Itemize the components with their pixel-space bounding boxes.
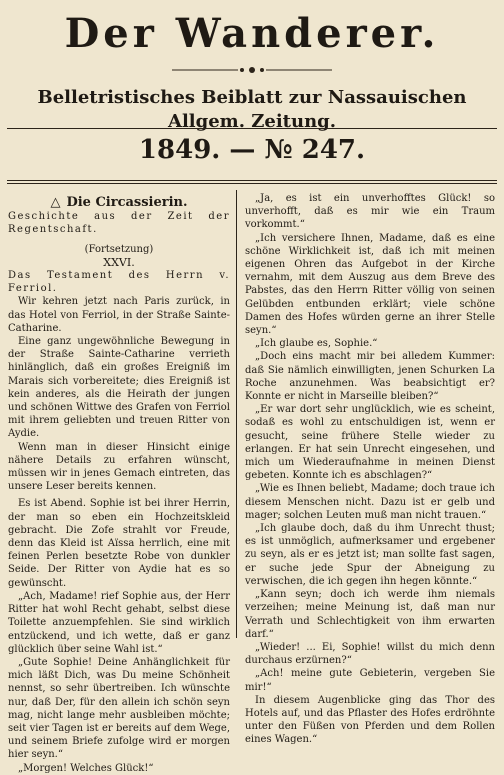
paragraph: Wir kehren jetzt nach Paris zurück, in das Hotel von Ferriol, in der Straße Sainte-Catharine.: [8, 296, 230, 334]
article-heading: [8, 196, 230, 209]
continuation-note: (Fortsetzung): [84, 243, 154, 255]
chapter-number: XXVI.: [103, 255, 135, 269]
triangle-icon: △: [50, 195, 61, 210]
paragraph: „Ach, Madame! rief Sophie aus, der Herr Ritter hat wohl Recht gehabt, selbst diese Toilette anzuempfehlen. Sie sind wirklich entzückend, und ich wette, daß er ganz glücklich über seine Wahl ist.“: [8, 590, 230, 655]
paragraph: „Wieder! ... Ei, Sophie! willst du mich denn durchaus erzürnen?“: [245, 641, 495, 667]
left-column: [8, 192, 230, 775]
article-title: Die Circassierin.: [66, 195, 188, 210]
paragraph: Wenn man in dieser Hinsicht einige nähere Details zu erfahren wünscht, müssen wir in jenes Gemach eintreten, das unsere Leser bereits kennen.: [8, 441, 230, 493]
paragraph: „Wie es Ihnen beliebt, Madame; doch traue ich diesem Menschen nicht. Dazu ist er gelb und mager; solchen Leuten muß man nicht trauen.“: [245, 483, 495, 521]
paragraph: „Ich versichere Ihnen, Madame, daß es eine schöne Wirklichkeit ist, daß ich mit meinen eigenen Ohren das Aufgebot in der Kirche vernahm, mit dem Auszug aus dem Breve des Pabstes, das den Herrn Ritter völlig von seinen Gelübden entbunden erklärt; viele schöne Damen des Hofes würden gerne an ihrer Stelle seyn.“: [245, 232, 495, 337]
paragraph: „Kann seyn; doch ich werde ihm niemals verzeihen; meine Meinung ist, daß man nur Verrath und Schlechtigkeit von ihm erwarten darf.“: [245, 589, 495, 640]
paragraph: „Ich glaube es, Sophie.“: [255, 338, 378, 350]
column-divider: [236, 190, 237, 638]
paragraph: „Ich glaube doch, daß du ihm Unrecht thust; es ist unmöglich, aufmerksamer und ergebener zu seyn, als er es jetzt ist; man sollte fast sagen, er suche jede Spur der Abneigung zu verwischen, die ich gegen ihn hegen könnte.“: [245, 523, 495, 587]
paragraph: „Morgen! Welches Glück!“: [18, 762, 154, 774]
paragraph: Es ist Abend. Sophie ist bei ihrer Herrin, der man so eben ein Hochzeitskleid gebracht. Die Zofe strahlt vor Freude, denn das Kleid ist Aïssa herrlich, eine mit feinen Perlen besetzte Robe von dunkler Seide. Der Ritter von Aydie hat es so gewünscht.: [8, 498, 230, 589]
right-column: [245, 192, 495, 747]
chapter-title: Das Testament des Herrn v. Ferriol.: [8, 270, 230, 295]
paragraph: „Ach! meine gute Gebieterin, vergeben Sie mir!“: [245, 668, 495, 693]
paragraph: „Er war dort sehr unglücklich, wie es scheint, sodaß es wohl zu entschuldigen ist, wenn er gesucht, seine frühere Stelle wieder zu erlangen. Er hat sein Unrecht eingesehen, und mich um Wiederaufnahme in meinen Dienst gebeten. Konnte ich es abschlagen?“: [245, 404, 495, 482]
paragraph: „Gute Sophie! Deine Anhänglichkeit für mich läßt Dich, was Du meine Schönheit nennst, so sehr übertreiben. Ich wünschte nur, daß Der, für den allein ich schön seyn mag, nicht lange mehr ausbleiben möchte; seit vier Tagen ist er bereits auf dem Wege, und seinem Briefe zufolge wird er morgen hier seyn.“: [8, 656, 230, 761]
paragraph: In diesem Augenblicke ging das Thor des Hotels auf, und das Pflaster des Hofes erdröhnte unter den Füßen von Pferden und dem Rollen eines Wagen.“: [245, 694, 495, 746]
rule-top: [7, 128, 497, 129]
article-subtitle: Geschichte aus der Zeit der Regentschaft.: [8, 211, 230, 236]
masthead-subtitle: Belletristisches Beiblatt zur Nassauischen Allgem. Zeitung.: [37, 87, 467, 132]
paragraph: „Doch eins macht mir bei alledem Kummer: daß Sie nämlich einwilligten, jenen Schurken La Roche anzunehmen. Was beabsichtigt er? Konnte er nicht in Marseille bleiben?“: [245, 351, 495, 403]
rule-bottom: [7, 180, 497, 181]
issue-line: 1849. — № 247.: [138, 135, 366, 165]
paragraph: „Ja, es ist ein unverhofftes Glück! so unverhofft, daß es mir wie ein Traum vorkommt.“: [245, 193, 495, 231]
ornament-divider: [172, 64, 332, 76]
paragraph: Eine ganz ungewöhnliche Bewegung in der Straße Sainte-Catharine verrieth hinlänglich, daß ein großes Ereigniß im Marais sich vorbereitete; dies Ereigniß ist kein anderes, als die Heirath der jungen und schönen Wittwe des Grafen von Ferriol mit ihrem geliebten und treuen Ritter von Aydie.: [8, 336, 230, 440]
rule-bottom-double: [7, 183, 497, 184]
masthead-title: Der Wanderer.: [64, 10, 440, 57]
